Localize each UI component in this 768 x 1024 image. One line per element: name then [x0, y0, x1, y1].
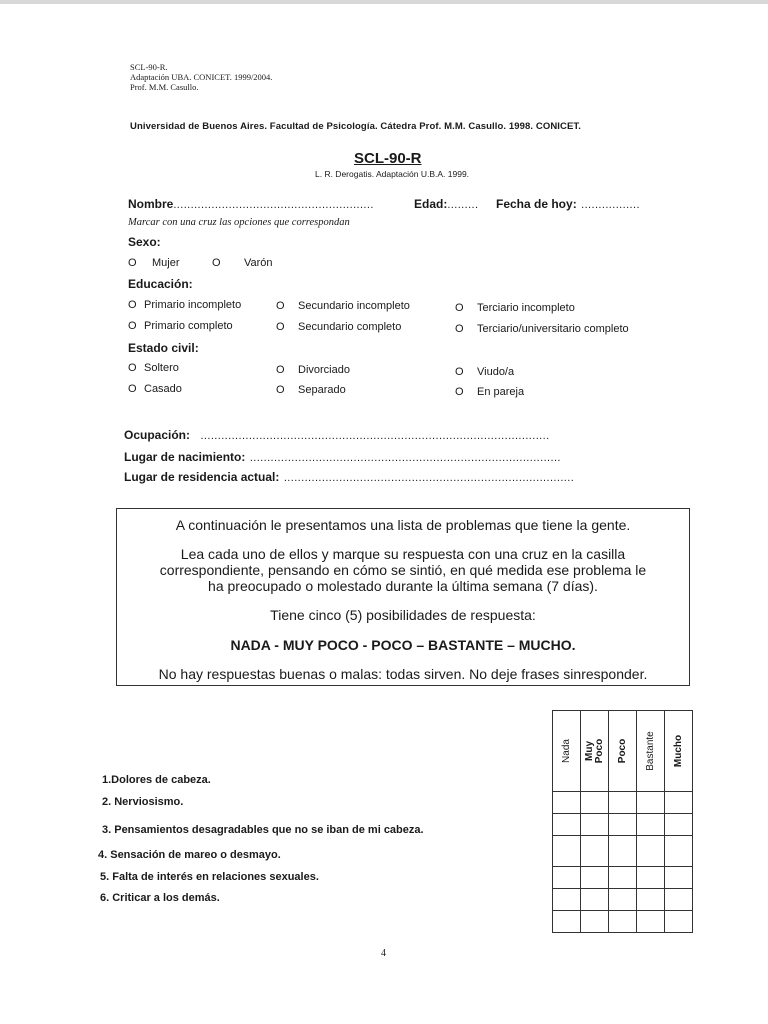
instructions-line-5: Tiene cinco (5) posibilidades de respuesta: [270, 607, 536, 623]
nacimiento-field[interactable]: .......................................................................................... [249, 452, 561, 464]
response-scale-line: NADA - MUY POCO - POCO – BASTANTE – MUCHO. [230, 637, 576, 653]
edad-row [414, 195, 478, 213]
answer-cell[interactable] [553, 814, 581, 836]
answer-cell[interactable] [581, 867, 609, 889]
page-number: 4 [381, 948, 386, 959]
header-line-2: Adaptación UBA. CONICET. 1999/2004. [130, 72, 273, 82]
residencia-label: Lugar de residencia actual: [124, 470, 280, 484]
item-4: 4. Sensación de mareo o desmayo. [98, 849, 281, 861]
sexo-option-varon[interactable]: O Varón [212, 257, 273, 269]
table-row [553, 836, 693, 867]
educacion-label: Educación: [128, 277, 193, 291]
page-top-edge [0, 0, 768, 4]
answer-cell[interactable] [665, 911, 693, 933]
answer-cell[interactable] [637, 814, 665, 836]
table-row [553, 889, 693, 911]
table-row [553, 867, 693, 889]
estado-civil-option[interactable]: O Divorciado [276, 364, 350, 376]
document-title: SCL-90-R [354, 150, 422, 167]
nacimiento-row [124, 448, 561, 466]
nombre-label: Nombre [128, 197, 174, 211]
answer-cell[interactable] [609, 836, 637, 867]
radio-circle-icon: O [128, 257, 137, 269]
estado-civil-option[interactable]: O Separado [276, 384, 346, 396]
response-grid-header [553, 711, 693, 792]
answer-cell[interactable] [581, 836, 609, 867]
radio-circle-icon: O [276, 321, 285, 333]
instructions-line-2: Lea cada uno de ellos y marque su respuesta con una cruz en la casilla [180, 546, 626, 562]
estado-civil-option[interactable]: O Casado [128, 383, 182, 395]
answer-cell[interactable] [609, 792, 637, 814]
column-header-muy-poco: Muy Poco [581, 711, 609, 792]
instructions-line-3: correspondiente, pensando en cómo se sintió, en qué medida ese problema le [159, 562, 647, 578]
nombre-field[interactable]: .......................................................... [173, 199, 374, 211]
answer-cell[interactable] [637, 867, 665, 889]
radio-circle-icon: O [455, 386, 464, 398]
fecha-row [496, 195, 640, 213]
answer-cell[interactable] [553, 911, 581, 933]
answer-cell[interactable] [553, 867, 581, 889]
answer-cell[interactable] [665, 814, 693, 836]
radio-circle-icon: O [276, 384, 285, 396]
document-subtitle: L. R. Derogatis. Adaptación U.B.A. 1999. [315, 169, 470, 179]
educacion-option[interactable]: O Primario incompleto [128, 299, 242, 311]
instructions-line-1: A continuación le presentamos una lista de problemas que tiene la gente. [175, 517, 631, 533]
item-1: 1.Dolores de cabeza. [102, 774, 211, 786]
item-2: 2. Nerviosismo. [102, 796, 184, 808]
nombre-row [128, 195, 374, 213]
table-row [553, 911, 693, 933]
educacion-option[interactable]: O Terciario incompleto [455, 302, 575, 314]
ocupacion-label: Ocupación: [124, 428, 191, 442]
header-line-3: Prof. M.M. Casullo. [130, 82, 199, 92]
table-row [553, 814, 693, 836]
residencia-row [124, 468, 574, 486]
radio-circle-icon: O [455, 366, 464, 378]
answer-cell[interactable] [553, 792, 581, 814]
radio-circle-icon: O [128, 362, 137, 374]
column-header-mucho: Mucho [665, 711, 693, 792]
answer-cell[interactable] [553, 889, 581, 911]
educacion-option[interactable]: O Primario completo [128, 320, 233, 332]
item-5: 5. Falta de interés en relaciones sexuales. [100, 871, 319, 883]
institution-line: Universidad de Buenos Aires. Facultad de Psicología. Cátedra Prof. M.M. Casullo. 1998. CONICET. [130, 121, 582, 132]
header-line-1: SCL-90-R. [130, 62, 168, 72]
table-row [553, 792, 693, 814]
answer-cell[interactable] [637, 836, 665, 867]
answer-cell[interactable] [637, 792, 665, 814]
answer-cell[interactable] [553, 836, 581, 867]
answer-cell[interactable] [581, 792, 609, 814]
edad-label: Edad: [414, 197, 448, 211]
educacion-option[interactable]: O Secundario completo [276, 321, 402, 333]
answer-cell[interactable] [665, 836, 693, 867]
fecha-label: Fecha de hoy: [496, 197, 577, 211]
estado-civil-option[interactable]: O En pareja [455, 386, 525, 398]
estado-civil-label: Estado civil: [128, 341, 199, 355]
residencia-field[interactable]: .................................................................................... [283, 472, 575, 484]
nacimiento-label: Lugar de nacimiento: [124, 450, 246, 464]
item-6: 6. Criticar a los demás. [100, 892, 220, 904]
ocupacion-row [124, 426, 550, 444]
column-header-nada: Nada [553, 711, 581, 792]
edad-field[interactable]: ......... [447, 199, 479, 211]
answer-cell[interactable] [609, 889, 637, 911]
radio-circle-icon: O [455, 323, 464, 335]
answer-cell[interactable] [637, 911, 665, 933]
answer-cell[interactable] [581, 814, 609, 836]
answer-cell[interactable] [637, 889, 665, 911]
sexo-label: Sexo: [128, 235, 161, 249]
radio-circle-icon: O [128, 383, 137, 395]
instructions-line-7: No hay respuestas buenas o malas: todas sirven. No deje frases sinresponder. [158, 666, 648, 682]
radio-circle-icon: O [276, 300, 285, 312]
educacion-option[interactable]: O Terciario/universitario completo [455, 323, 629, 335]
answer-cell[interactable] [665, 792, 693, 814]
answer-cell[interactable] [665, 889, 693, 911]
column-header-bastante: Bastante [637, 711, 665, 792]
estado-civil-option[interactable]: O Soltero [128, 362, 179, 374]
answer-cell[interactable] [609, 911, 637, 933]
ocupacion-field[interactable]: ..................................................................................................... [200, 430, 550, 442]
radio-circle-icon: O [455, 302, 464, 314]
radio-circle-icon: O [212, 257, 221, 269]
radio-circle-icon: O [128, 299, 137, 311]
column-header-poco: Poco [609, 711, 637, 792]
fecha-field[interactable]: ................. [581, 199, 640, 211]
answer-cell[interactable] [665, 867, 693, 889]
educacion-option[interactable]: O Secundario incompleto [276, 300, 410, 312]
answer-cell[interactable] [581, 889, 609, 911]
item-3: 3. Pensamientos desagradables que no se iban de mi cabeza. [102, 824, 424, 836]
instructions-box [116, 508, 690, 686]
estado-civil-option[interactable]: O Viudo/a [455, 366, 515, 378]
response-grid [552, 710, 693, 933]
answer-cell[interactable] [581, 911, 609, 933]
answer-cell[interactable] [609, 814, 637, 836]
answer-cell[interactable] [609, 867, 637, 889]
radio-circle-icon: O [276, 364, 285, 376]
radio-circle-icon: O [128, 320, 137, 332]
instruction-text: Marcar con una cruz las opciones que correspondan [128, 217, 350, 228]
sexo-option-mujer[interactable]: O Mujer [128, 257, 180, 269]
instructions-line-4: ha preocupado o molestado durante la última semana (7 días). [208, 578, 598, 594]
